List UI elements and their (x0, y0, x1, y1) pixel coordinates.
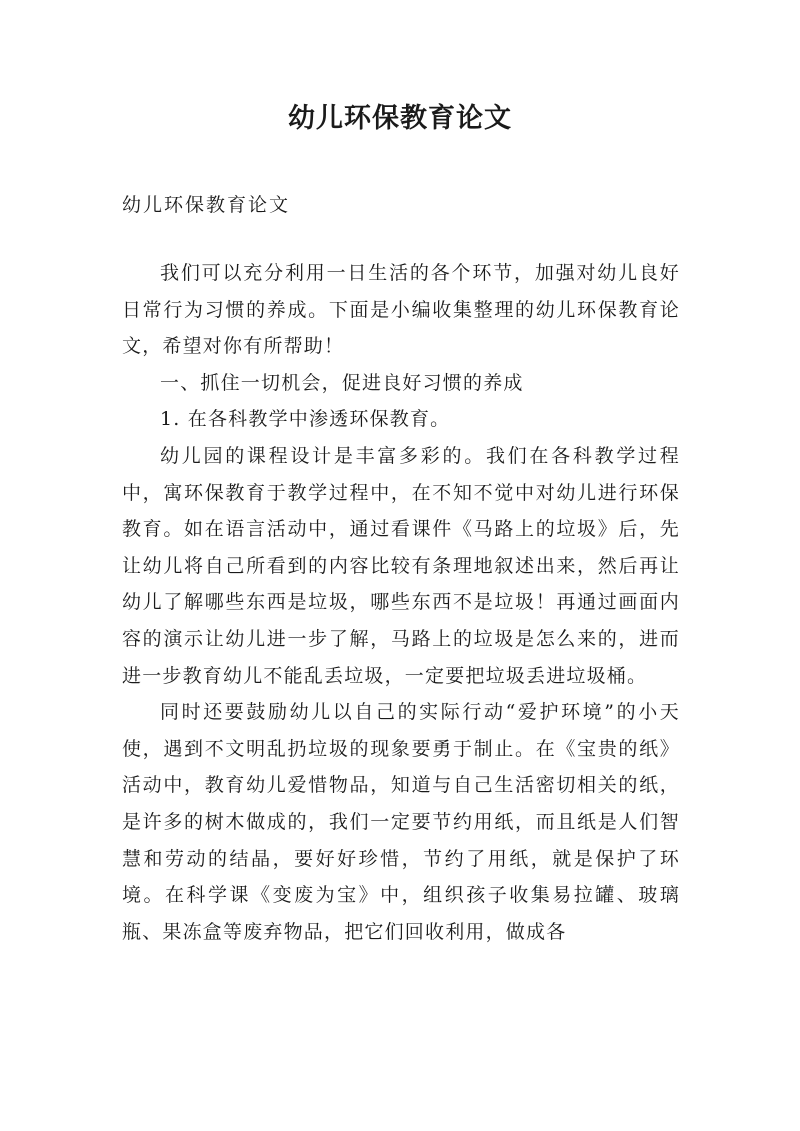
section-heading: 一、抓住一切机会，促进良好习惯的养成 (160, 371, 524, 394)
document-title: 幼儿环保教育论文 (288, 103, 512, 134)
subsection-heading: 1. 在各科教学中渗透环保教育。 (160, 408, 451, 431)
document-body (122, 255, 680, 950)
paragraph-intro: 我们可以充分利用一日生活的各个环节，加强对幼儿良好日常行为习惯的养成。下面是小编收集整理的幼儿环保教育论文，希望对你有所帮助！ (122, 262, 680, 358)
document-subtitle: 幼儿环保教育论文 (122, 194, 291, 216)
paragraph-body: 幼儿园的课程设计是丰富多彩的。我们在各科教学过程中，寓环保教育于教学过程中，在不知不觉中对幼儿进行环保教育。如在语言活动中，通过看课件《马路上的垃圾》后，先让幼儿将自己所看到的内容比较有条理地叙述出来，然后再让幼儿了解哪些东西是垃圾，哪些东西不是垃圾！再通过画面内容的演示让幼儿进一步了解，马路上的垃圾是怎么来的，进而进一步教育幼儿不能乱丢垃圾，一定要把垃圾丢进垃圾桶。 (122, 444, 680, 687)
paragraph-body: 同时还要鼓励幼儿以自己的实际行动“爱护环境”的小天使，遇到不文明乱扔垃圾的现象要勇于制止。在《宝贵的纸》活动中，教育幼儿爱惜物品，知道与自己生活密切相关的纸，是许多的树木做成的，我们一定要节约用纸，而且纸是人们智慧和劳动的结晶，要好好珍惜，节约了用纸，就是保护了环境。在科学课《变废为宝》中，组织孩子收集易拉罐、玻璃瓶、果冻盒等废弃物品，把它们回收利用，做成各 (122, 701, 680, 943)
